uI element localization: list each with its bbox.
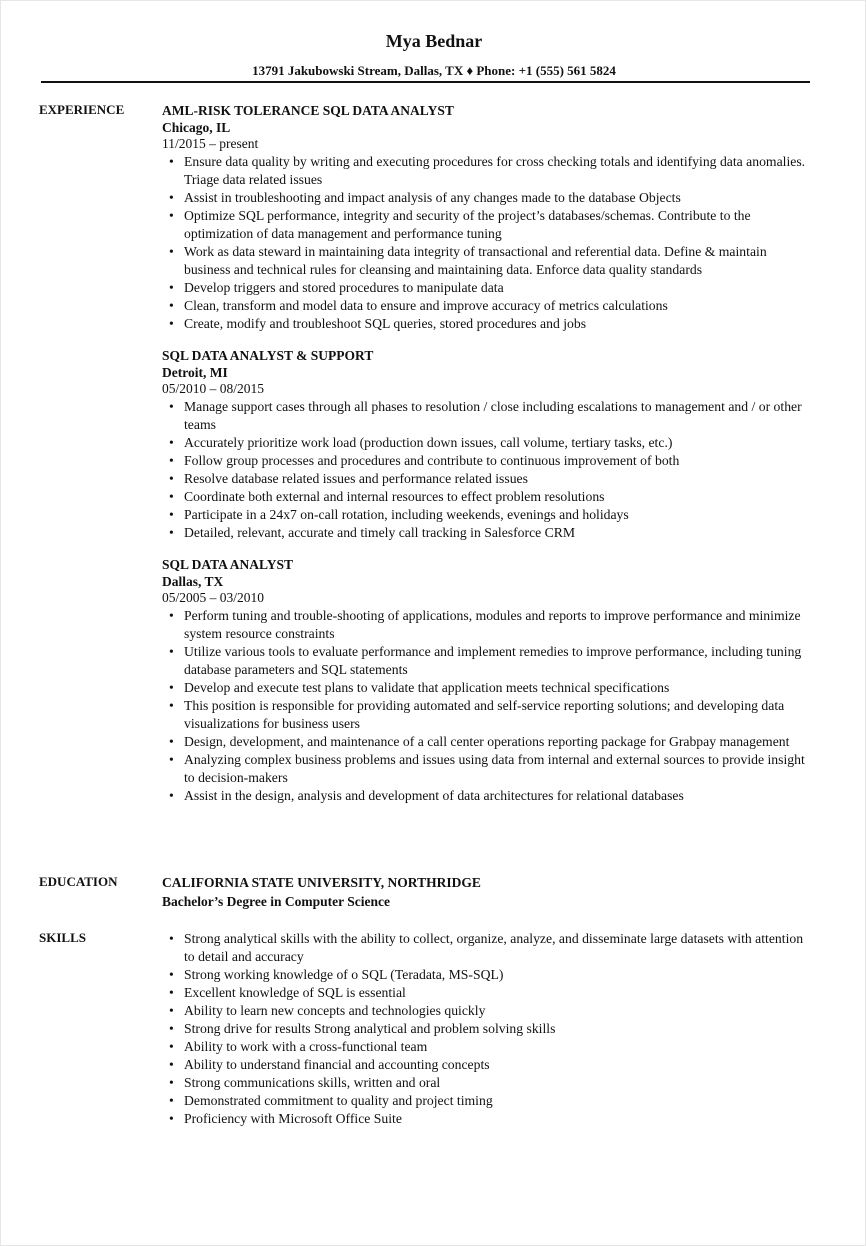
bullet-item (162, 524, 812, 542)
bullet-item (162, 787, 812, 805)
bullet-item (162, 607, 812, 643)
bullet-item (162, 733, 812, 751)
bullet-text: Manage support cases through all phases to resolution / close including escalations to management and / or other teams (184, 399, 802, 432)
bullet-item (162, 153, 812, 189)
bullet-text: Design, development, and maintenance of a call center operations reporting package for Grabpay management (184, 734, 790, 749)
bullet-text: Resolve database related issues and performance related issues (184, 471, 528, 486)
job-location: Dallas, TX (162, 574, 224, 589)
bullet-item (162, 751, 812, 787)
skill-text: Ability to understand financial and accounting concepts (184, 1057, 490, 1072)
bullet-item (162, 643, 812, 679)
job-entry (162, 556, 812, 805)
job-bullets (162, 398, 812, 542)
bullet-icon: • (169, 1093, 174, 1108)
skill-item (162, 984, 812, 1002)
job-dates: 05/2010 – 08/2015 (162, 381, 265, 396)
bullet-item (162, 207, 812, 243)
bullet-text: Participate in a 24x7 on-call rotation, including weekends, evenings and holidays (184, 507, 629, 522)
skill-item (162, 966, 812, 984)
job-title: SQL DATA ANALYST (162, 557, 294, 572)
bullet-text: Create, modify and troubleshoot SQL queries, stored procedures and jobs (184, 316, 587, 331)
header-divider (41, 81, 810, 83)
bullet-icon: • (169, 734, 174, 749)
job-location: Chicago, IL (162, 120, 231, 135)
bullet-icon: • (169, 1057, 174, 1072)
bullet-icon: • (169, 967, 174, 982)
bullet-icon: • (169, 1021, 174, 1036)
bullet-icon: • (169, 453, 174, 468)
bullet-icon: • (169, 752, 174, 767)
skill-item (162, 1092, 812, 1110)
bullet-text: Utilize various tools to evaluate performance and implement remedies to improve performance, including tuning database parameters and SQL statements (184, 644, 802, 677)
job-title: SQL DATA ANALYST & SUPPORT (162, 348, 374, 363)
contact-line: 13791 Jakubowski Stream, Dallas, TX ♦ Phone: +1 (555) 561 5824 (252, 63, 616, 78)
bullet-text: Coordinate both external and internal resources to effect problem resolutions (184, 489, 605, 504)
bullet-item (162, 297, 812, 315)
bullet-icon: • (169, 608, 174, 623)
job-location: Detroit, MI (162, 365, 228, 380)
bullet-icon: • (169, 316, 174, 331)
section-label-skills: SKILLS (39, 930, 86, 945)
bullet-icon: • (169, 1003, 174, 1018)
bullet-item (162, 243, 812, 279)
bullet-text: Work as data steward in maintaining data integrity of transactional and referential data. Define & maintain business and technical rules for cleansing and maintaining data. Enforce data quality standards (184, 244, 767, 277)
bullet-text: Detailed, relevant, accurate and timely call tracking in Salesforce CRM (184, 525, 576, 540)
job-entry (162, 102, 812, 333)
skill-item (162, 1110, 812, 1128)
section-label-experience: EXPERIENCE (39, 102, 125, 117)
skill-item (162, 1002, 812, 1020)
bullet-text: Accurately prioritize work load (production down issues, call volume, tertiary tasks, etc.) (184, 435, 673, 450)
bullet-icon: • (169, 399, 174, 414)
bullet-text: Assist in the design, analysis and development of data architectures for relational databases (184, 788, 684, 803)
bullet-item (162, 452, 812, 470)
school-name: CALIFORNIA STATE UNIVERSITY, NORTHRIDGE (162, 875, 481, 890)
bullet-icon: • (169, 489, 174, 504)
bullet-item (162, 488, 812, 506)
bullet-text: Develop and execute test plans to validate that application meets technical specifications (184, 680, 670, 695)
skill-text: Strong analytical skills with the ability to collect, organize, analyze, and disseminate large datasets with attention to detail and accuracy (184, 931, 804, 964)
bullet-text: Perform tuning and trouble-shooting of applications, modules and reports to improve performance and minimize system resource constraints (184, 608, 801, 641)
bullet-item (162, 315, 812, 333)
bullet-icon: • (169, 985, 174, 1000)
bullet-item (162, 434, 812, 452)
skill-item (162, 930, 812, 966)
bullet-text: Follow group processes and procedures and contribute to continuous improvement of both (184, 453, 680, 468)
job-bullets (162, 153, 812, 333)
skill-text: Strong communications skills, written and oral (184, 1075, 441, 1090)
candidate-name: Mya Bednar (385, 31, 483, 51)
experience-body (162, 102, 812, 805)
bullet-icon: • (169, 1075, 174, 1090)
bullet-icon: • (169, 190, 174, 205)
bullet-icon: • (169, 788, 174, 803)
bullet-icon: • (169, 435, 174, 450)
bullet-item (162, 279, 812, 297)
job-entry (162, 347, 812, 542)
skill-text: Demonstrated commitment to quality and project timing (184, 1093, 493, 1108)
bullet-icon: • (169, 680, 174, 695)
degree: Bachelor’s Degree in Computer Science (162, 894, 390, 909)
bullet-item (162, 506, 812, 524)
job-bullets (162, 607, 812, 805)
job-dates: 11/2015 – present (162, 136, 259, 151)
skill-text: Excellent knowledge of SQL is essential (184, 985, 406, 1000)
skills-body (162, 930, 812, 1128)
bullet-item (162, 470, 812, 488)
bullet-icon: • (169, 298, 174, 313)
bullet-icon: • (169, 644, 174, 659)
bullet-item (162, 398, 812, 434)
bullet-icon: • (169, 471, 174, 486)
bullet-icon: • (169, 507, 174, 522)
skill-text: Proficiency with Microsoft Office Suite (184, 1111, 402, 1126)
bullet-icon: • (169, 280, 174, 295)
skill-item (162, 1056, 812, 1074)
bullet-icon: • (169, 208, 174, 223)
skill-text: Strong working knowledge of o SQL (Teradata, MS-SQL) (184, 967, 504, 982)
skill-item (162, 1020, 812, 1038)
bullet-item (162, 697, 812, 733)
skill-item (162, 1074, 812, 1092)
skill-text: Ability to work with a cross-functional team (184, 1039, 428, 1054)
bullet-text: Clean, transform and model data to ensure and improve accuracy of metrics calculations (184, 298, 668, 313)
bullet-icon: • (169, 244, 174, 259)
bullet-text: Ensure data quality by writing and executing procedures for cross checking totals and identifying data anomalies. Triage data related issues (184, 154, 806, 187)
bullet-icon: • (169, 698, 174, 713)
bullet-item (162, 679, 812, 697)
job-dates: 05/2005 – 03/2010 (162, 590, 265, 605)
bullet-text: Assist in troubleshooting and impact analysis of any changes made to the database Objects (184, 190, 681, 205)
bullet-text: Analyzing complex business problems and issues using data from internal and external sources to provide insight to decision-makers (184, 752, 805, 785)
bullet-text: Optimize SQL performance, integrity and security of the project’s databases/schemas. Contribute to the optimization of data management and performance tuning (184, 208, 751, 241)
skill-text: Strong drive for results Strong analytical and problem solving skills (184, 1021, 556, 1036)
bullet-icon: • (169, 154, 174, 169)
bullet-icon: • (169, 1039, 174, 1054)
skill-text: Ability to learn new concepts and technologies quickly (184, 1003, 486, 1018)
bullet-text: Develop triggers and stored procedures to manipulate data (184, 280, 504, 295)
bullet-icon: • (169, 1111, 174, 1126)
job-title: AML-RISK TOLERANCE SQL DATA ANALYST (162, 103, 454, 118)
skills-list (162, 930, 812, 1128)
education-body (162, 874, 812, 912)
skill-item (162, 1038, 812, 1056)
bullet-text: This position is responsible for providing automated and self-service reporting solutions; and developing data visualizations for business users (184, 698, 785, 731)
bullet-icon: • (169, 931, 174, 946)
bullet-icon: • (169, 525, 174, 540)
bullet-item (162, 189, 812, 207)
section-label-education: EDUCATION (39, 874, 118, 889)
